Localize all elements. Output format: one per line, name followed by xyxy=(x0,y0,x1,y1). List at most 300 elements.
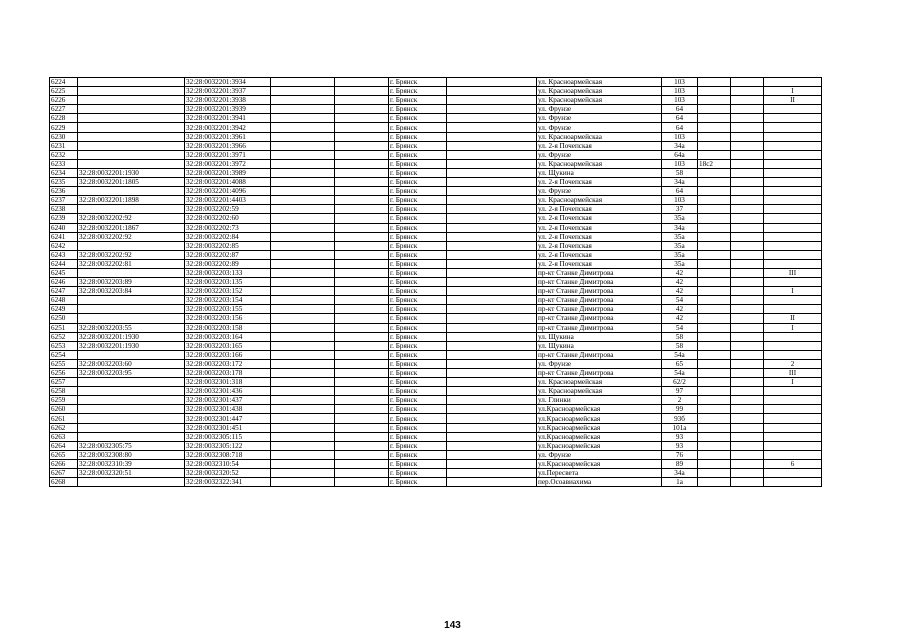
previous-cadastral-cell xyxy=(78,205,185,214)
city-cell: г. Брянск xyxy=(389,359,447,368)
empty-cell xyxy=(271,132,335,141)
house-number-cell: 58 xyxy=(662,341,698,350)
premises-number-cell: III xyxy=(764,369,822,378)
row-number-cell: 6268 xyxy=(50,478,78,487)
previous-cadastral-cell xyxy=(78,187,185,196)
empty-cell xyxy=(447,387,537,396)
house-number-cell: 42 xyxy=(662,278,698,287)
previous-cadastral-cell: 32:28:0032203:60 xyxy=(78,359,185,368)
building-cell xyxy=(698,405,731,414)
empty-cell xyxy=(731,450,764,459)
street-cell: ул.Красноармейская xyxy=(537,423,662,432)
empty-cell xyxy=(731,150,764,159)
row-number-cell: 6240 xyxy=(50,223,78,232)
empty-cell xyxy=(731,268,764,277)
street-cell: ул. Щукина xyxy=(537,332,662,341)
empty-cell xyxy=(447,114,537,123)
city-cell: г. Брянск xyxy=(389,396,447,405)
house-number-cell: 54а xyxy=(662,369,698,378)
building-cell xyxy=(698,150,731,159)
cadastral-number-cell: 32:28:0032203:172 xyxy=(185,359,271,368)
building-cell xyxy=(698,296,731,305)
city-cell: г. Брянск xyxy=(389,96,447,105)
previous-cadastral-cell xyxy=(78,87,185,96)
empty-cell xyxy=(731,259,764,268)
premises-number-cell xyxy=(764,132,822,141)
table-row xyxy=(50,414,822,423)
street-cell: ул. 2-я Почепская xyxy=(537,232,662,241)
empty-cell xyxy=(335,305,389,314)
empty-cell xyxy=(271,150,335,159)
cadastral-number-cell: 32:28:0032202:84 xyxy=(185,232,271,241)
city-cell: г. Брянск xyxy=(389,369,447,378)
building-cell xyxy=(698,259,731,268)
row-number-cell: 6234 xyxy=(50,168,78,177)
table-row xyxy=(50,359,822,368)
table-row xyxy=(50,369,822,378)
house-number-cell: 37 xyxy=(662,205,698,214)
street-cell: ул.Красноармейская xyxy=(537,459,662,468)
house-number-cell: 103 xyxy=(662,159,698,168)
row-number-cell: 6244 xyxy=(50,259,78,268)
street-cell: пр-кт Станке Димитрова xyxy=(537,323,662,332)
empty-cell xyxy=(447,132,537,141)
previous-cadastral-cell: 32:28:0032203:55 xyxy=(78,323,185,332)
premises-number-cell xyxy=(764,423,822,432)
empty-cell xyxy=(731,332,764,341)
row-number-cell: 6239 xyxy=(50,214,78,223)
table-row xyxy=(50,396,822,405)
street-cell: ул. 2-я Почепская xyxy=(537,223,662,232)
row-number-cell: 6257 xyxy=(50,378,78,387)
cadastral-number-cell: 32:28:0032201:4088 xyxy=(185,178,271,187)
city-cell: г. Брянск xyxy=(389,259,447,268)
empty-cell xyxy=(447,296,537,305)
premises-number-cell xyxy=(764,205,822,214)
row-number-cell: 6237 xyxy=(50,196,78,205)
empty-cell xyxy=(447,250,537,259)
building-cell xyxy=(698,369,731,378)
row-number-cell: 6230 xyxy=(50,132,78,141)
house-number-cell: 58 xyxy=(662,332,698,341)
empty-cell xyxy=(731,350,764,359)
empty-cell xyxy=(271,450,335,459)
table-row xyxy=(50,278,822,287)
house-number-cell: 101а xyxy=(662,423,698,432)
empty-cell xyxy=(335,450,389,459)
empty-cell xyxy=(731,159,764,168)
table-row xyxy=(50,78,822,87)
city-cell: г. Брянск xyxy=(389,450,447,459)
empty-cell xyxy=(335,78,389,87)
city-cell: г. Брянск xyxy=(389,232,447,241)
building-cell xyxy=(698,387,731,396)
street-cell: ул.Пересвета xyxy=(537,469,662,478)
premises-number-cell xyxy=(764,350,822,359)
register-table-body xyxy=(50,78,822,487)
row-number-cell: 6247 xyxy=(50,287,78,296)
empty-cell xyxy=(335,414,389,423)
empty-cell xyxy=(271,478,335,487)
cadastral-number-cell: 32:28:0032301:436 xyxy=(185,387,271,396)
table-row xyxy=(50,132,822,141)
cadastral-number-cell: 32:28:0032203:178 xyxy=(185,369,271,378)
house-number-cell: 93б xyxy=(662,414,698,423)
row-number-cell: 6246 xyxy=(50,278,78,287)
house-number-cell: 64 xyxy=(662,123,698,132)
premises-number-cell: 6 xyxy=(764,459,822,468)
city-cell: г. Брянск xyxy=(389,278,447,287)
building-cell xyxy=(698,187,731,196)
empty-cell xyxy=(731,278,764,287)
previous-cadastral-cell: 32:28:0032202:92 xyxy=(78,232,185,241)
empty-cell xyxy=(335,396,389,405)
empty-cell xyxy=(447,178,537,187)
previous-cadastral-cell xyxy=(78,123,185,132)
city-cell: г. Брянск xyxy=(389,196,447,205)
empty-cell xyxy=(271,78,335,87)
building-cell xyxy=(698,450,731,459)
building-cell xyxy=(698,205,731,214)
cadastral-number-cell: 32:28:0032202:59 xyxy=(185,205,271,214)
register-table xyxy=(49,77,822,487)
row-number-cell: 6249 xyxy=(50,305,78,314)
city-cell: г. Брянск xyxy=(389,159,447,168)
city-cell: г. Брянск xyxy=(389,350,447,359)
table-row xyxy=(50,178,822,187)
building-cell xyxy=(698,132,731,141)
table-row xyxy=(50,296,822,305)
empty-cell xyxy=(335,478,389,487)
empty-cell xyxy=(731,469,764,478)
previous-cadastral-cell: 32:28:0032308:80 xyxy=(78,450,185,459)
premises-number-cell xyxy=(764,114,822,123)
empty-cell xyxy=(447,87,537,96)
building-cell xyxy=(698,287,731,296)
empty-cell xyxy=(731,414,764,423)
house-number-cell: 103 xyxy=(662,78,698,87)
empty-cell xyxy=(335,241,389,250)
empty-cell xyxy=(447,396,537,405)
table-row xyxy=(50,159,822,168)
empty-cell xyxy=(271,205,335,214)
premises-number-cell xyxy=(764,278,822,287)
house-number-cell: 64а xyxy=(662,150,698,159)
cadastral-number-cell: 32:28:0032203:133 xyxy=(185,268,271,277)
street-cell: ул. 2-я Почепская xyxy=(537,205,662,214)
row-number-cell: 6265 xyxy=(50,450,78,459)
premises-number-cell xyxy=(764,296,822,305)
empty-cell xyxy=(271,314,335,323)
empty-cell xyxy=(271,323,335,332)
row-number-cell: 6228 xyxy=(50,114,78,123)
empty-cell xyxy=(335,423,389,432)
house-number-cell: 35а xyxy=(662,250,698,259)
city-cell: г. Брянск xyxy=(389,378,447,387)
cadastral-number-cell: 32:28:0032203:154 xyxy=(185,296,271,305)
table-row xyxy=(50,350,822,359)
premises-number-cell: 2 xyxy=(764,359,822,368)
empty-cell xyxy=(731,196,764,205)
previous-cadastral-cell xyxy=(78,396,185,405)
cadastral-number-cell: 32:28:0032201:3961 xyxy=(185,132,271,141)
row-number-cell: 6227 xyxy=(50,105,78,114)
empty-cell xyxy=(447,350,537,359)
previous-cadastral-cell: 32:28:0032202:92 xyxy=(78,214,185,223)
row-number-cell: 6232 xyxy=(50,150,78,159)
previous-cadastral-cell: 32:28:0032201:1805 xyxy=(78,178,185,187)
cadastral-number-cell: 32:28:0032203:152 xyxy=(185,287,271,296)
empty-cell xyxy=(335,332,389,341)
cadastral-number-cell: 32:28:0032202:73 xyxy=(185,223,271,232)
house-number-cell: 54а xyxy=(662,350,698,359)
city-cell: г. Брянск xyxy=(389,250,447,259)
previous-cadastral-cell xyxy=(78,305,185,314)
empty-cell xyxy=(335,469,389,478)
city-cell: г. Брянск xyxy=(389,114,447,123)
empty-cell xyxy=(447,196,537,205)
city-cell: г. Брянск xyxy=(389,469,447,478)
empty-cell xyxy=(271,114,335,123)
street-cell: пр-кт Станке Димитрова xyxy=(537,305,662,314)
house-number-cell: 64 xyxy=(662,105,698,114)
house-number-cell: 2 xyxy=(662,396,698,405)
house-number-cell: 103 xyxy=(662,87,698,96)
street-cell: ул. 2-я Почепская xyxy=(537,250,662,259)
premises-number-cell xyxy=(764,450,822,459)
empty-cell xyxy=(447,78,537,87)
house-number-cell: 35а xyxy=(662,259,698,268)
row-number-cell: 6260 xyxy=(50,405,78,414)
empty-cell xyxy=(335,168,389,177)
city-cell: г. Брянск xyxy=(389,459,447,468)
empty-cell xyxy=(731,423,764,432)
empty-cell xyxy=(335,205,389,214)
row-number-cell: 6255 xyxy=(50,359,78,368)
table-row xyxy=(50,341,822,350)
building-cell xyxy=(698,96,731,105)
empty-cell xyxy=(731,178,764,187)
empty-cell xyxy=(335,187,389,196)
building-cell xyxy=(698,214,731,223)
empty-cell xyxy=(271,459,335,468)
premises-number-cell: III xyxy=(764,268,822,277)
table-row xyxy=(50,259,822,268)
empty-cell xyxy=(447,405,537,414)
row-number-cell: 6251 xyxy=(50,323,78,332)
empty-cell xyxy=(447,159,537,168)
empty-cell xyxy=(335,405,389,414)
empty-cell xyxy=(271,423,335,432)
house-number-cell: 93 xyxy=(662,432,698,441)
street-cell: пр-кт Станке Димитрова xyxy=(537,350,662,359)
previous-cadastral-cell xyxy=(78,105,185,114)
previous-cadastral-cell: 32:28:0032201:1930 xyxy=(78,332,185,341)
street-cell: пр-кт Станке Димитрова xyxy=(537,314,662,323)
table-row xyxy=(50,423,822,432)
cadastral-number-cell: 32:28:0032301:451 xyxy=(185,423,271,432)
empty-cell xyxy=(731,205,764,214)
table-row xyxy=(50,214,822,223)
empty-cell xyxy=(271,87,335,96)
previous-cadastral-cell xyxy=(78,423,185,432)
empty-cell xyxy=(447,378,537,387)
previous-cadastral-cell xyxy=(78,414,185,423)
empty-cell xyxy=(271,268,335,277)
city-cell: г. Брянск xyxy=(389,296,447,305)
previous-cadastral-cell: 32:28:0032201:1930 xyxy=(78,168,185,177)
empty-cell xyxy=(731,478,764,487)
table-row xyxy=(50,323,822,332)
empty-cell xyxy=(731,214,764,223)
table-row xyxy=(50,469,822,478)
empty-cell xyxy=(447,96,537,105)
empty-cell xyxy=(271,168,335,177)
building-cell xyxy=(698,241,731,250)
table-row xyxy=(50,441,822,450)
premises-number-cell xyxy=(764,223,822,232)
row-number-cell: 6266 xyxy=(50,459,78,468)
table-row xyxy=(50,332,822,341)
building-cell xyxy=(698,378,731,387)
table-row xyxy=(50,314,822,323)
street-cell: ул. Щукина xyxy=(537,168,662,177)
table-row xyxy=(50,114,822,123)
row-number-cell: 6225 xyxy=(50,87,78,96)
premises-number-cell xyxy=(764,250,822,259)
house-number-cell: 64 xyxy=(662,114,698,123)
building-cell xyxy=(698,232,731,241)
empty-cell xyxy=(271,405,335,414)
empty-cell xyxy=(271,469,335,478)
table-row xyxy=(50,432,822,441)
empty-cell xyxy=(271,159,335,168)
previous-cadastral-cell: 32:28:0032320:51 xyxy=(78,469,185,478)
premises-number-cell: I xyxy=(764,323,822,332)
empty-cell xyxy=(731,432,764,441)
previous-cadastral-cell xyxy=(78,241,185,250)
empty-cell xyxy=(731,232,764,241)
premises-number-cell xyxy=(764,341,822,350)
premises-number-cell xyxy=(764,105,822,114)
empty-cell xyxy=(447,287,537,296)
city-cell: г. Брянск xyxy=(389,423,447,432)
table-row xyxy=(50,187,822,196)
empty-cell xyxy=(335,232,389,241)
cadastral-number-cell: 32:28:0032201:3941 xyxy=(185,114,271,123)
table-row xyxy=(50,196,822,205)
empty-cell xyxy=(271,250,335,259)
previous-cadastral-cell: 32:28:0032202:81 xyxy=(78,259,185,268)
row-number-cell: 6236 xyxy=(50,187,78,196)
cadastral-number-cell: 32:28:0032201:3972 xyxy=(185,159,271,168)
empty-cell xyxy=(447,278,537,287)
table-row xyxy=(50,150,822,159)
street-cell: пер.Осоавиахима xyxy=(537,478,662,487)
cadastral-number-cell: 32:28:0032203:165 xyxy=(185,341,271,350)
empty-cell xyxy=(335,132,389,141)
empty-cell xyxy=(447,241,537,250)
empty-cell xyxy=(335,387,389,396)
empty-cell xyxy=(335,214,389,223)
empty-cell xyxy=(335,359,389,368)
page-number: 143 xyxy=(444,620,461,631)
empty-cell xyxy=(447,214,537,223)
house-number-cell: 54 xyxy=(662,323,698,332)
empty-cell xyxy=(731,123,764,132)
street-cell: ул. Фрунзе xyxy=(537,150,662,159)
row-number-cell: 6245 xyxy=(50,268,78,277)
street-cell: ул. 2-я Почепская xyxy=(537,178,662,187)
cadastral-number-cell: 32:28:0032301:318 xyxy=(185,378,271,387)
building-cell xyxy=(698,114,731,123)
empty-cell xyxy=(447,423,537,432)
city-cell: г. Брянск xyxy=(389,323,447,332)
previous-cadastral-cell: 32:28:0032305:75 xyxy=(78,441,185,450)
previous-cadastral-cell xyxy=(78,314,185,323)
city-cell: г. Брянск xyxy=(389,405,447,414)
building-cell xyxy=(698,441,731,450)
table-row xyxy=(50,268,822,277)
cadastral-number-cell: 32:28:0032320:52 xyxy=(185,469,271,478)
premises-number-cell xyxy=(764,387,822,396)
building-cell xyxy=(698,141,731,150)
empty-cell xyxy=(335,268,389,277)
previous-cadastral-cell: 32:28:0032310:39 xyxy=(78,459,185,468)
empty-cell xyxy=(731,223,764,232)
premises-number-cell xyxy=(764,123,822,132)
empty-cell xyxy=(731,87,764,96)
street-cell: ул. Красноармейская xyxy=(537,78,662,87)
empty-cell xyxy=(271,414,335,423)
cadastral-number-cell: 32:28:0032202:85 xyxy=(185,241,271,250)
building-cell xyxy=(698,323,731,332)
street-cell: пр-кт Станке Димитрова xyxy=(537,296,662,305)
empty-cell xyxy=(731,405,764,414)
house-number-cell: 42 xyxy=(662,305,698,314)
building-cell xyxy=(698,432,731,441)
street-cell: ул. Фрунзе xyxy=(537,114,662,123)
street-cell: ул. 2-я Почепская xyxy=(537,241,662,250)
cadastral-number-cell: 32:28:0032310:54 xyxy=(185,459,271,468)
row-number-cell: 6254 xyxy=(50,350,78,359)
row-number-cell: 6226 xyxy=(50,96,78,105)
previous-cadastral-cell xyxy=(78,378,185,387)
previous-cadastral-cell xyxy=(78,296,185,305)
cadastral-number-cell: 32:28:0032201:3971 xyxy=(185,150,271,159)
premises-number-cell xyxy=(764,305,822,314)
cadastral-number-cell: 32:28:0032201:3966 xyxy=(185,141,271,150)
street-cell: ул. Красноармейская xyxy=(537,387,662,396)
cadastral-number-cell: 32:28:0032201:3942 xyxy=(185,123,271,132)
empty-cell xyxy=(271,187,335,196)
city-cell: г. Брянск xyxy=(389,178,447,187)
table-row xyxy=(50,405,822,414)
previous-cadastral-cell: 32:28:0032203:84 xyxy=(78,287,185,296)
street-cell: ул. 2-я Почепская xyxy=(537,141,662,150)
house-number-cell: 65 xyxy=(662,359,698,368)
building-cell xyxy=(698,178,731,187)
table-row xyxy=(50,287,822,296)
empty-cell xyxy=(271,287,335,296)
cadastral-number-cell: 32:28:0032203:158 xyxy=(185,323,271,332)
row-number-cell: 6259 xyxy=(50,396,78,405)
city-cell: г. Брянск xyxy=(389,241,447,250)
city-cell: г. Брянск xyxy=(389,132,447,141)
row-number-cell: 6235 xyxy=(50,178,78,187)
empty-cell xyxy=(335,369,389,378)
empty-cell xyxy=(335,105,389,114)
